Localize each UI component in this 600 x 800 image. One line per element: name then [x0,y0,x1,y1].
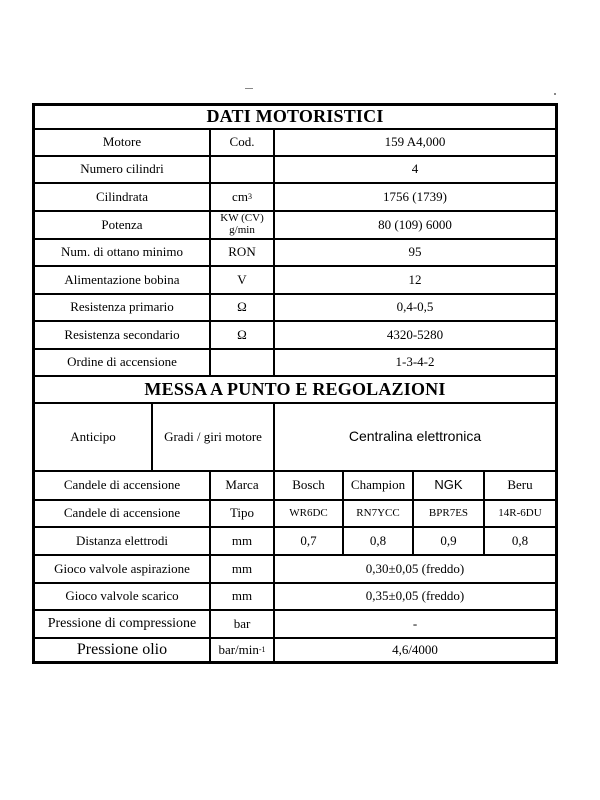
engine-row-label: Num. di ottano minimo [34,239,210,266]
gap-beru: 0,8 [484,527,556,555]
gap-champion: 0,8 [343,527,413,555]
oil-pressure-value: 4,6/4000 [274,638,556,662]
engine-row-value: 4320-5280 [274,321,556,349]
tuning-row-unit: mm [210,583,274,610]
engine-row-label: Numero cilindri [34,156,210,183]
engine-row-value: 4 [274,156,556,183]
engine-row-value: 0,4-0,5 [274,294,556,321]
type-beru: 14R-6DU [484,500,556,527]
engine-row-label: Resistenza secondario [34,321,210,349]
brand-bosch: Bosch [274,471,343,500]
engine-row-unit: cm 3 [210,183,274,211]
engine-row-value: 95 [274,239,556,266]
engine-row-label: Resistenza primario [34,294,210,321]
engine-row-unit: V [210,266,274,294]
gap-ngk: 0,9 [413,527,484,555]
anticipo-label: Anticipo [34,403,152,471]
tuning-row-label: Pressione di compressione [34,610,210,638]
engine-row-unit: RON [210,239,274,266]
engine-row-value: 1756 (1739) [274,183,556,211]
engine-row-unit: Ω [210,321,274,349]
unit-base: cm [232,188,248,204]
engine-row-unit: Ω [210,294,274,321]
page-mark [245,88,253,89]
tuning-row-value: 0,35±0,05 (freddo) [274,583,556,610]
engine-row-value: 12 [274,266,556,294]
engine-row-label: Cilindrata [34,183,210,211]
page-mark [554,93,556,95]
engine-row-label: Potenza [34,211,210,239]
tuning-row-unit: bar [210,610,274,638]
anticipo-unit: Gradi / giri motore [152,403,274,471]
engine-row-unit [210,211,274,239]
tuning-section-title: MESSA A PUNTO E REGOLAZIONI [34,376,556,403]
type-ngk: BPR7ES [413,500,484,527]
electrode-gap-unit: mm [210,527,274,555]
type-bosch: WR6DC [274,500,343,527]
oil-pressure-label: Pressione olio [34,638,210,662]
engine-row-value: 1-3-4-2 [274,349,556,376]
engine-row-value: 80 (109) 6000 [274,211,556,239]
unit-base: bar/min [218,641,259,657]
unit-line-1: KW (CV) [220,212,264,225]
engine-row-unit [210,156,274,183]
gap-bosch: 0,7 [274,527,343,555]
engine-row-label: Motore [34,129,210,156]
spark-plug-type-label: Candele di accensione [34,500,210,527]
engine-row-label: Ordine di accensione [34,349,210,376]
engine-section-title: DATI MOTORISTICI [34,105,556,129]
tuning-row-value: 0,30±0,05 (freddo) [274,555,556,583]
tuning-row-value: - [274,610,556,638]
tuning-row-label: Gioco valvole aspirazione [34,555,210,583]
spark-plug-type-unit: Tipo [210,500,274,527]
engine-row-value: 159 A4,000 [274,129,556,156]
unit-line-2: g/min [229,224,255,236]
specs-sheet [32,103,558,664]
engine-row-label: Alimentazione bobina [34,266,210,294]
electrode-gap-label: Distanza elettrodi [34,527,210,555]
brand-beru: Beru [484,471,556,500]
tuning-row-unit: mm [210,555,274,583]
type-champion: RN7YCC [343,500,413,527]
anticipo-value: Centralina elettronica [274,403,556,471]
engine-row-unit [210,349,274,376]
brand-champion: Champion [343,471,413,500]
tuning-row-label: Gioco valvole scarico [34,583,210,610]
spark-plug-brand-unit: Marca [210,471,274,500]
brand-ngk: NGK [413,471,484,500]
oil-pressure-unit: bar/min -1 [210,638,274,662]
engine-row-unit: Cod. [210,129,274,156]
spark-plug-brand-label: Candele di accensione [34,471,210,500]
